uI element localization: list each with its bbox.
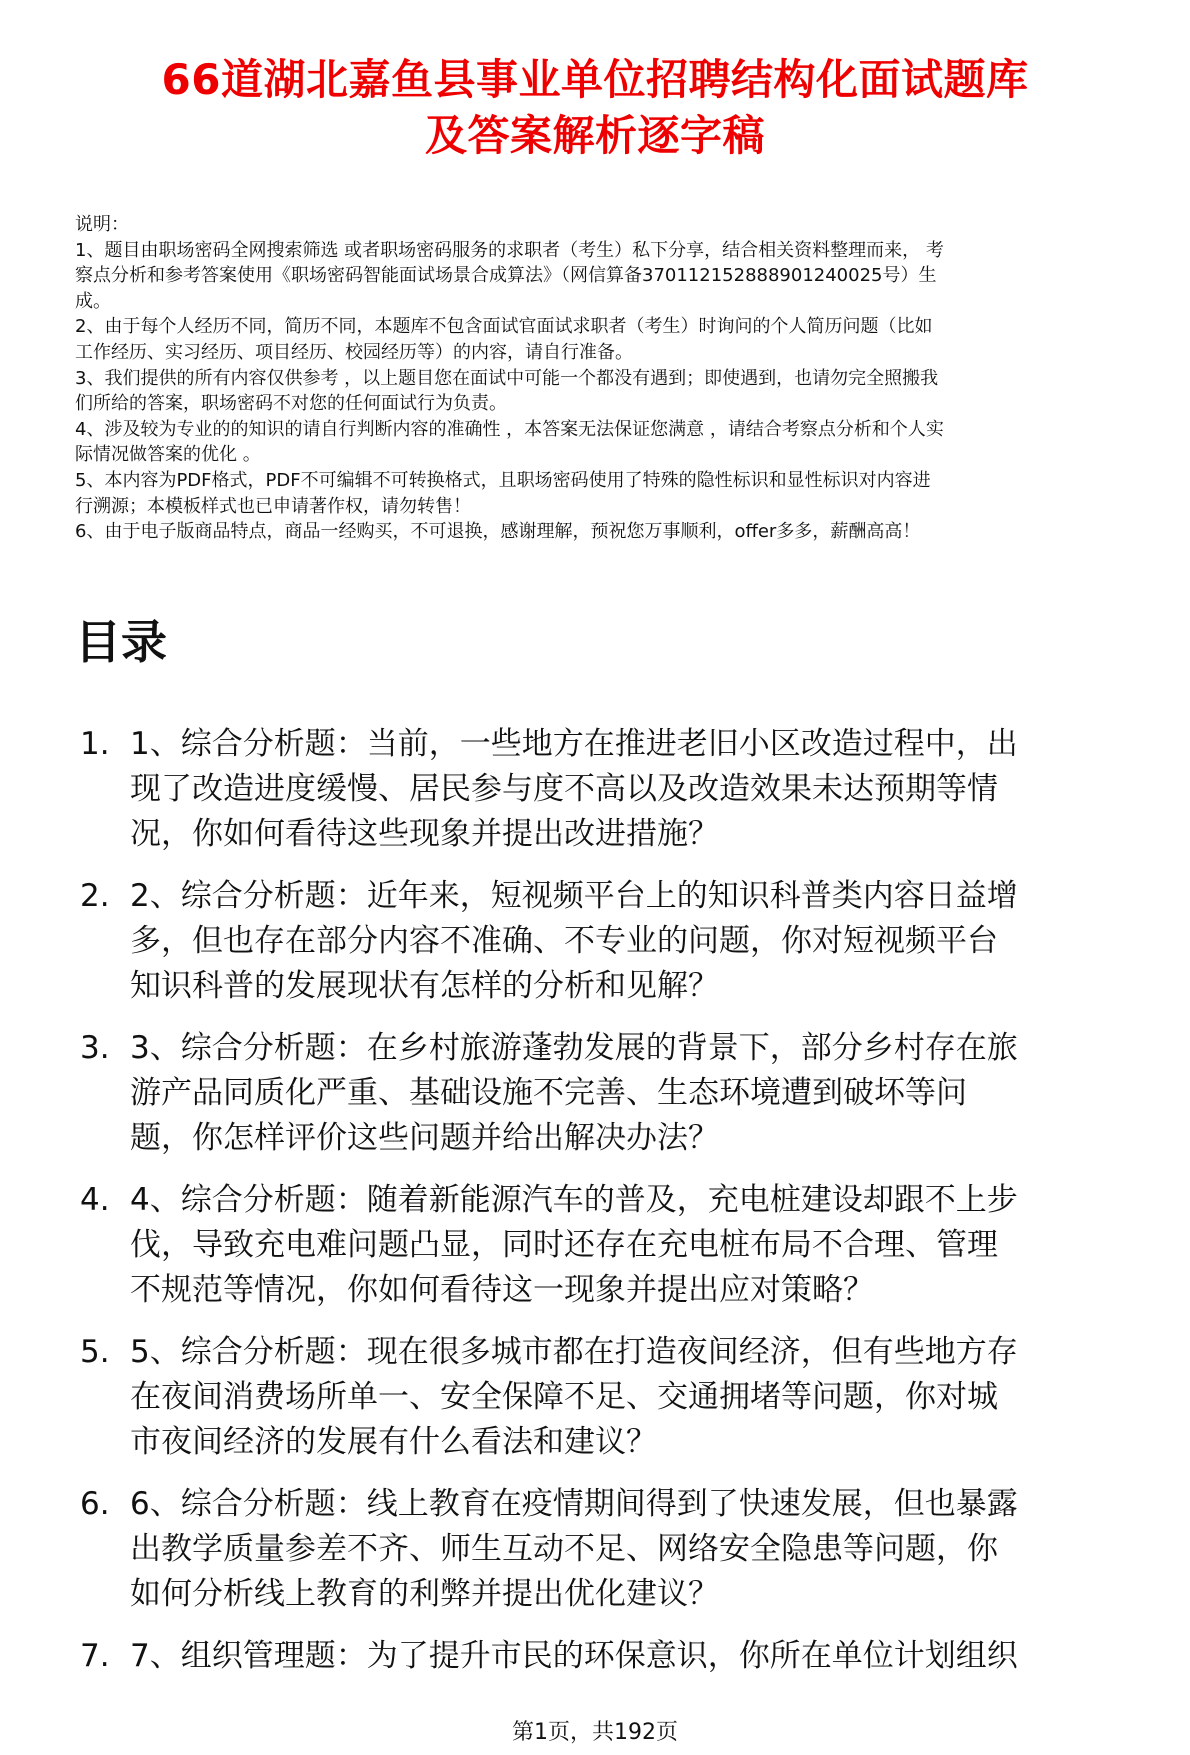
notes-line: 察点分析和参考答案使用《职场密码智能面试场景合成算法》（网信算备370112152888901240025号）生	[75, 265, 937, 287]
toc-item-line: 现了改造进度缓慢、居民参与度不高以及改造效果未达预期等情	[130, 771, 998, 807]
toc-item[interactable]	[75, 1634, 1165, 1679]
toc-item-line: 不规范等情况，你如何看待这一现象并提出应对策略？	[130, 1272, 874, 1308]
toc-item[interactable]	[75, 1026, 1165, 1161]
toc-item[interactable]	[75, 1178, 1165, 1313]
page-number-footer: 第1页，共192页	[512, 1720, 678, 1745]
toc-item[interactable]	[75, 874, 1165, 1009]
toc-item-line: 知识科普的发展现状有怎样的分析和见解？	[130, 968, 719, 1004]
toc-item-number: 4.	[80, 1182, 110, 1218]
notes-line: 5、本内容为PDF格式，PDF不可编辑不可转换格式，且职场密码使用了特殊的隐性标识和显性标识对内容进	[75, 469, 931, 491]
document-title	[60, 52, 1130, 164]
toc-item-number: 1.	[80, 726, 110, 762]
toc-item-line: 游产品同质化严重、基础设施不完善、生态环境遭到破坏等问	[130, 1075, 967, 1111]
toc-item-line: 伐，导致充电难问题凸显，同时还存在充电桩布局不合理、管理	[130, 1227, 998, 1263]
notes-section	[75, 212, 1165, 545]
toc-item-line: 多，但也存在部分内容不准确、不专业的问题，你对短视频平台	[130, 923, 998, 959]
toc-item-text	[130, 1178, 1165, 1313]
toc-item-line: 如何分析线上教育的利弊并提出优化建议？	[130, 1576, 719, 1612]
notes-line: 2、由于每个人经历不同，简历不同，本题库不包含面试官面试求职者（考生）时询问的个人简历问题（比如	[75, 316, 933, 338]
notes-line: 4、涉及较为专业的的知识的请自行判断内容的准确性 ，本答案无法保证您满意 ，请结合考察点分析和个人实	[75, 418, 944, 440]
toc-item-line: 出教学质量参差不齐、师生互动不足、网络安全隐患等问题，你	[130, 1531, 998, 1567]
table-of-contents	[75, 722, 1165, 1696]
toc-item-line: 7、组织管理题：为了提升市民的环保意识，你所在单位计划组织	[130, 1638, 1018, 1674]
toc-item-line: 6、综合分析题：线上教育在疫情期间得到了快速发展，但也暴露	[130, 1486, 1018, 1522]
notes-line: 行溯源；本模板样式也已申请著作权，请勿转售！	[75, 495, 471, 517]
title-line: 66道湖北嘉鱼县事业单位招聘结构化面试题库	[161, 55, 1029, 104]
toc-item-text	[130, 1482, 1165, 1617]
title-line: 及答案解析逐字稿	[424, 111, 765, 160]
toc-item-line: 5、综合分析题：现在很多城市都在打造夜间经济，但有些地方存	[130, 1334, 1018, 1370]
toc-item-line: 3、综合分析题：在乡村旅游蓬勃发展的背景下，部分乡村存在旅	[130, 1030, 1018, 1066]
toc-item-text	[130, 722, 1165, 857]
notes-line: 们所给的答案，职场密码不对您的任何面试行为负责。	[75, 393, 507, 415]
toc-item-number: 5.	[80, 1334, 110, 1370]
toc-item-text	[130, 1634, 1165, 1679]
toc-item-line: 市夜间经济的发展有什么看法和建议？	[130, 1424, 657, 1460]
toc-item[interactable]	[75, 722, 1165, 857]
notes-line: 成。	[75, 290, 111, 312]
toc-item-line: 题，你怎样评价这些问题并给出解决办法？	[130, 1120, 719, 1156]
toc-item-line: 4、综合分析题：随着新能源汽车的普及，充电桩建设却跟不上步	[130, 1182, 1018, 1218]
toc-item-number: 2.	[80, 878, 110, 914]
toc-item-text	[130, 1330, 1165, 1465]
toc-item-number: 3.	[80, 1030, 110, 1066]
notes-line: 6、由于电子版商品特点，商品一经购买，不可退换，感谢理解，预祝您万事顺利，offer多多，薪酬高高！	[75, 521, 921, 543]
toc-item-text	[130, 874, 1165, 1009]
notes-line: 工作经历、实习经历、项目经历、校园经历等）的内容，请自行准备。	[75, 341, 633, 363]
toc-item-line: 2、综合分析题：近年来，短视频平台上的知识科普类内容日益增	[130, 878, 1018, 914]
toc-heading: 目录	[75, 615, 167, 669]
notes-line: 际情况做答案的优化 。	[75, 444, 261, 466]
toc-item-line: 况，你如何看待这些现象并提出改进措施？	[130, 816, 719, 852]
notes-heading: 说明：	[75, 214, 129, 235]
toc-item[interactable]	[75, 1330, 1165, 1465]
toc-item-number: 6.	[80, 1486, 110, 1522]
toc-item[interactable]	[75, 1482, 1165, 1617]
toc-item-line: 1、综合分析题：当前，一些地方在推进老旧小区改造过程中，出	[130, 726, 1018, 762]
toc-item-number: 7.	[80, 1638, 110, 1674]
notes-line: 3、我们提供的所有内容仅供参考 ，以上题目您在面试中可能一个都没有遇到；即使遇到，也请勿完全照搬我	[75, 367, 939, 389]
toc-item-text	[130, 1026, 1165, 1161]
notes-line: 1、题目由职场密码全网搜索筛选 或者职场密码服务的求职者（考生）私下分享，结合相关资料整理而来， 考	[75, 239, 944, 261]
toc-item-line: 在夜间消费场所单一、安全保障不足、交通拥堵等问题，你对城	[130, 1379, 998, 1415]
